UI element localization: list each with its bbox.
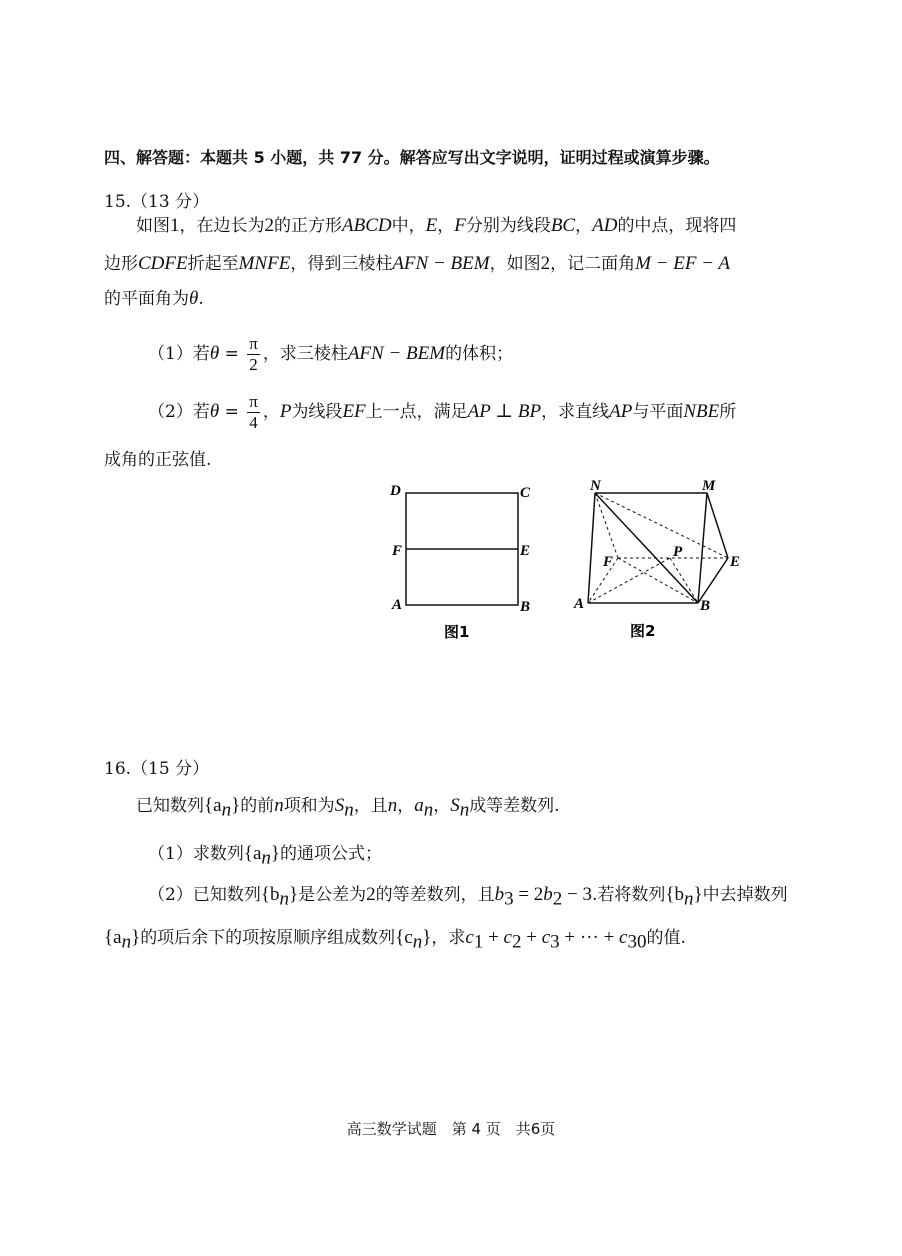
- fig1-label-E: E: [520, 543, 531, 559]
- q16-sub1: （1）求数列$\{a_n\}$的通项公式；: [148, 843, 383, 869]
- q16-sub2-cont: $\{a_n\}$的项后余下的项按原顺序组成数列$\{c_n\}$，求$c_1 + c_2 + c_3$ + ··· + $c_{30}$的值.: [104, 927, 686, 953]
- fig2-label-A: A: [574, 596, 585, 612]
- fig2-label-E: E: [730, 554, 741, 570]
- fig1-label-D: D: [390, 483, 401, 499]
- fig2-label-N: N: [590, 478, 601, 494]
- fig1-label-F: F: [392, 543, 403, 559]
- q16-number: 16.（15 分）: [104, 759, 210, 779]
- figure-1-square: [380, 475, 550, 645]
- fig2-label-P: P: [673, 544, 683, 560]
- figure-2-prism: [570, 470, 750, 645]
- q16-para-1: 已知数列$\{a_n\}$的前n项和为$S_n$，且n，$a_n$，$S_n$成等差数列.: [136, 795, 560, 821]
- fraction-pi-over-4: $\frac{\pi}{4}$: [249, 392, 258, 432]
- q15-sub2-cont: 成角的正弦值.: [104, 450, 212, 470]
- q15-para-2: 边形CDFE折起至MNFE，得到三棱柱AFN − BEM，如图2，记二面角M − EF − A: [104, 253, 731, 274]
- fig2-label-F: F: [603, 554, 614, 570]
- fig1-label-B: B: [520, 599, 531, 615]
- q16-sub2: （2）已知数列$\{b_n\}$是公差为2的等差数列，且$b_3 = 2b_2 - 3$.若将数列$\{b_n\}$中去掉数列: [148, 884, 788, 910]
- fig1-label-C: C: [520, 485, 531, 501]
- fig1-caption: 图1: [444, 623, 470, 641]
- q15-para-3: 的平面角为θ.: [104, 288, 204, 309]
- q15-para-1: 如图1，在边长为2的正方形ABCD中，E，F分别为线段BC，AD的中点，现将四: [136, 215, 737, 236]
- section-heading: 四、解答题：本题共 5 小题，共 77 分。解答应写出文字说明，证明过程或演算步骤。: [104, 148, 720, 167]
- q15-sub1: （1）若θ = $\frac{\pi}{2}$ ，求三棱柱AFN − BEM的体积；: [148, 334, 514, 374]
- fig2-label-M: M: [702, 478, 716, 494]
- fig2-caption: 图2: [630, 622, 656, 640]
- q15-number: 15.（13 分）: [104, 192, 210, 212]
- fig2-label-B: B: [700, 598, 711, 614]
- page-footer: 高三数学试题 第 4 页 共6页: [346, 1120, 556, 1138]
- fig1-label-A: A: [392, 597, 403, 613]
- q15-sub2: （2）若θ = $\frac{\pi}{4}$ ，P为线段EF上一点，满足AP ⊥ BP，求直线AP与平面NBE所: [148, 392, 737, 432]
- fraction-pi-over-2: $\frac{\pi}{2}$: [249, 334, 258, 374]
